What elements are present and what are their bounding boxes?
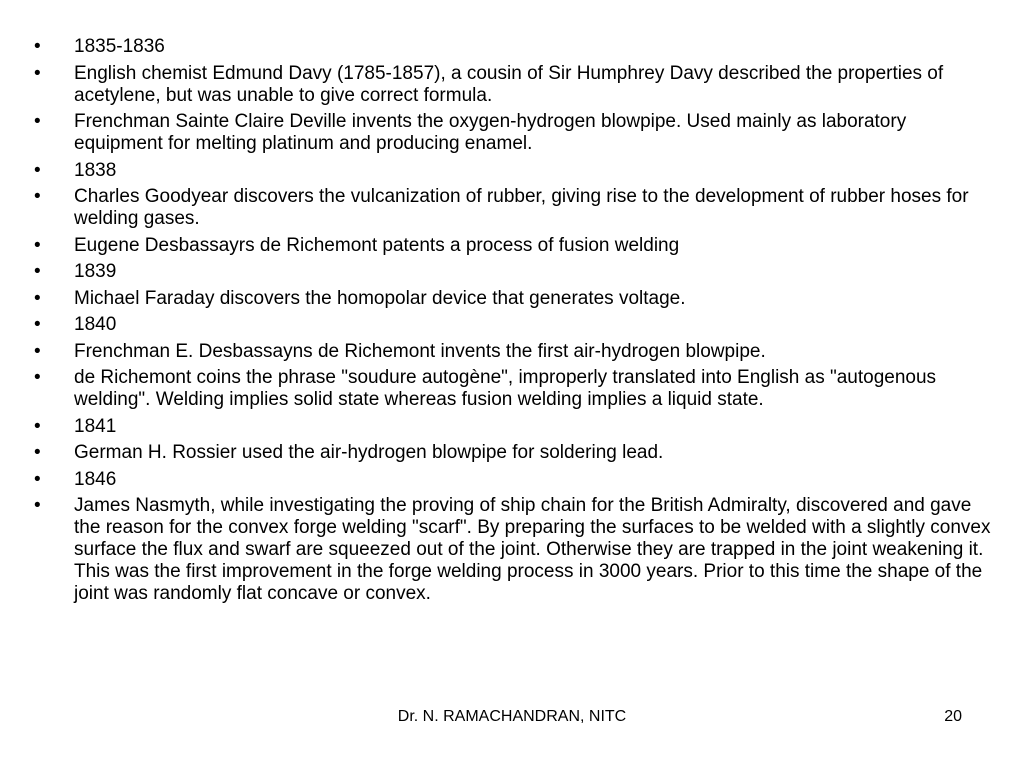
bullet-icon: • [34, 261, 41, 282]
bullet-icon: • [34, 367, 41, 388]
bullet-icon: • [34, 442, 41, 463]
bullet-text: 1841 [74, 415, 117, 437]
list-item [34, 63, 994, 107]
bullet-text: German H. Rossier used the air-hydrogen blowpipe for soldering lead. [74, 442, 664, 463]
list-item [34, 314, 994, 336]
list-item [34, 261, 994, 283]
bullet-text: 1846 [74, 468, 117, 490]
list-item [34, 36, 994, 58]
list-item [34, 495, 994, 605]
bullet-icon: • [34, 36, 41, 57]
bullet-icon: • [34, 314, 41, 335]
list-item [34, 442, 994, 464]
bullet-text: Charles Goodyear discovers the vulcanization of rubber, giving rise to the development of rubber hoses for welding gases. [74, 186, 969, 229]
bullet-icon: • [34, 415, 41, 437]
bullet-icon: • [34, 468, 41, 490]
list-item [34, 186, 994, 230]
bullet-text: Frenchman Sainte Claire Deville invents the oxygen-hydrogen blowpipe. Used mainly as laboratory equipment for melting platinum and producing enamel. [74, 111, 907, 154]
bullet-text: 1838 [74, 159, 117, 181]
bullet-icon: • [34, 62, 41, 84]
list-item [34, 288, 994, 310]
bullet-icon: • [34, 186, 41, 207]
list-item [34, 111, 994, 155]
list-item [34, 416, 994, 438]
bullet-text: 1840 [74, 314, 117, 335]
list-item [34, 367, 994, 411]
footer-author: Dr. N. RAMACHANDRAN, NITC [397, 708, 627, 725]
list-item [34, 341, 994, 363]
bullet-text: Frenchman E. Desbassayns de Richemont invents the first air-hydrogen blowpipe. [74, 340, 766, 362]
bullet-icon: • [34, 495, 41, 516]
list-item [34, 235, 994, 257]
bullet-icon: • [34, 159, 41, 181]
bullet-icon: • [34, 340, 41, 362]
bullet-text: Michael Faraday discovers the homopolar device that generates voltage. [74, 287, 686, 309]
bullet-text: de Richemont coins the phrase "soudure autogène", improperly translated into English as "autogenous welding". Welding implies solid state whereas fusion welding implies a liquid state. [74, 367, 937, 410]
list-item [34, 160, 994, 182]
bullet-text: 1839 [74, 261, 117, 282]
bullet-text: Eugene Desbassayrs de Richemont patents a process of fusion welding [74, 234, 680, 256]
page-number: 20 [944, 708, 962, 725]
list-item [34, 469, 994, 491]
bullet-list [34, 36, 994, 610]
bullet-text: 1835-1836 [74, 36, 165, 57]
bullet-text: English chemist Edmund Davy (1785-1857), a cousin of Sir Humphrey Davy described the properties of acetylene, but was unable to give correct formula. [74, 62, 944, 106]
bullet-text: James Nasmyth, while investigating the proving of ship chain for the British Admiralty, discovered and gave the reason for the convex forge welding "scarf". By preparing the surfaces to be welded with a slightly convex surface the flux and swarf are squeezed out of the joint. Otherwise they are trapped in the joint weakening it. This was the first improvement in the forge welding process in 3000 years. Prior to this time the shape of the joint was randomly flat concave or convex. [74, 495, 991, 604]
bullet-icon: • [34, 287, 41, 309]
bullet-icon: • [34, 234, 41, 256]
bullet-icon: • [34, 111, 41, 132]
